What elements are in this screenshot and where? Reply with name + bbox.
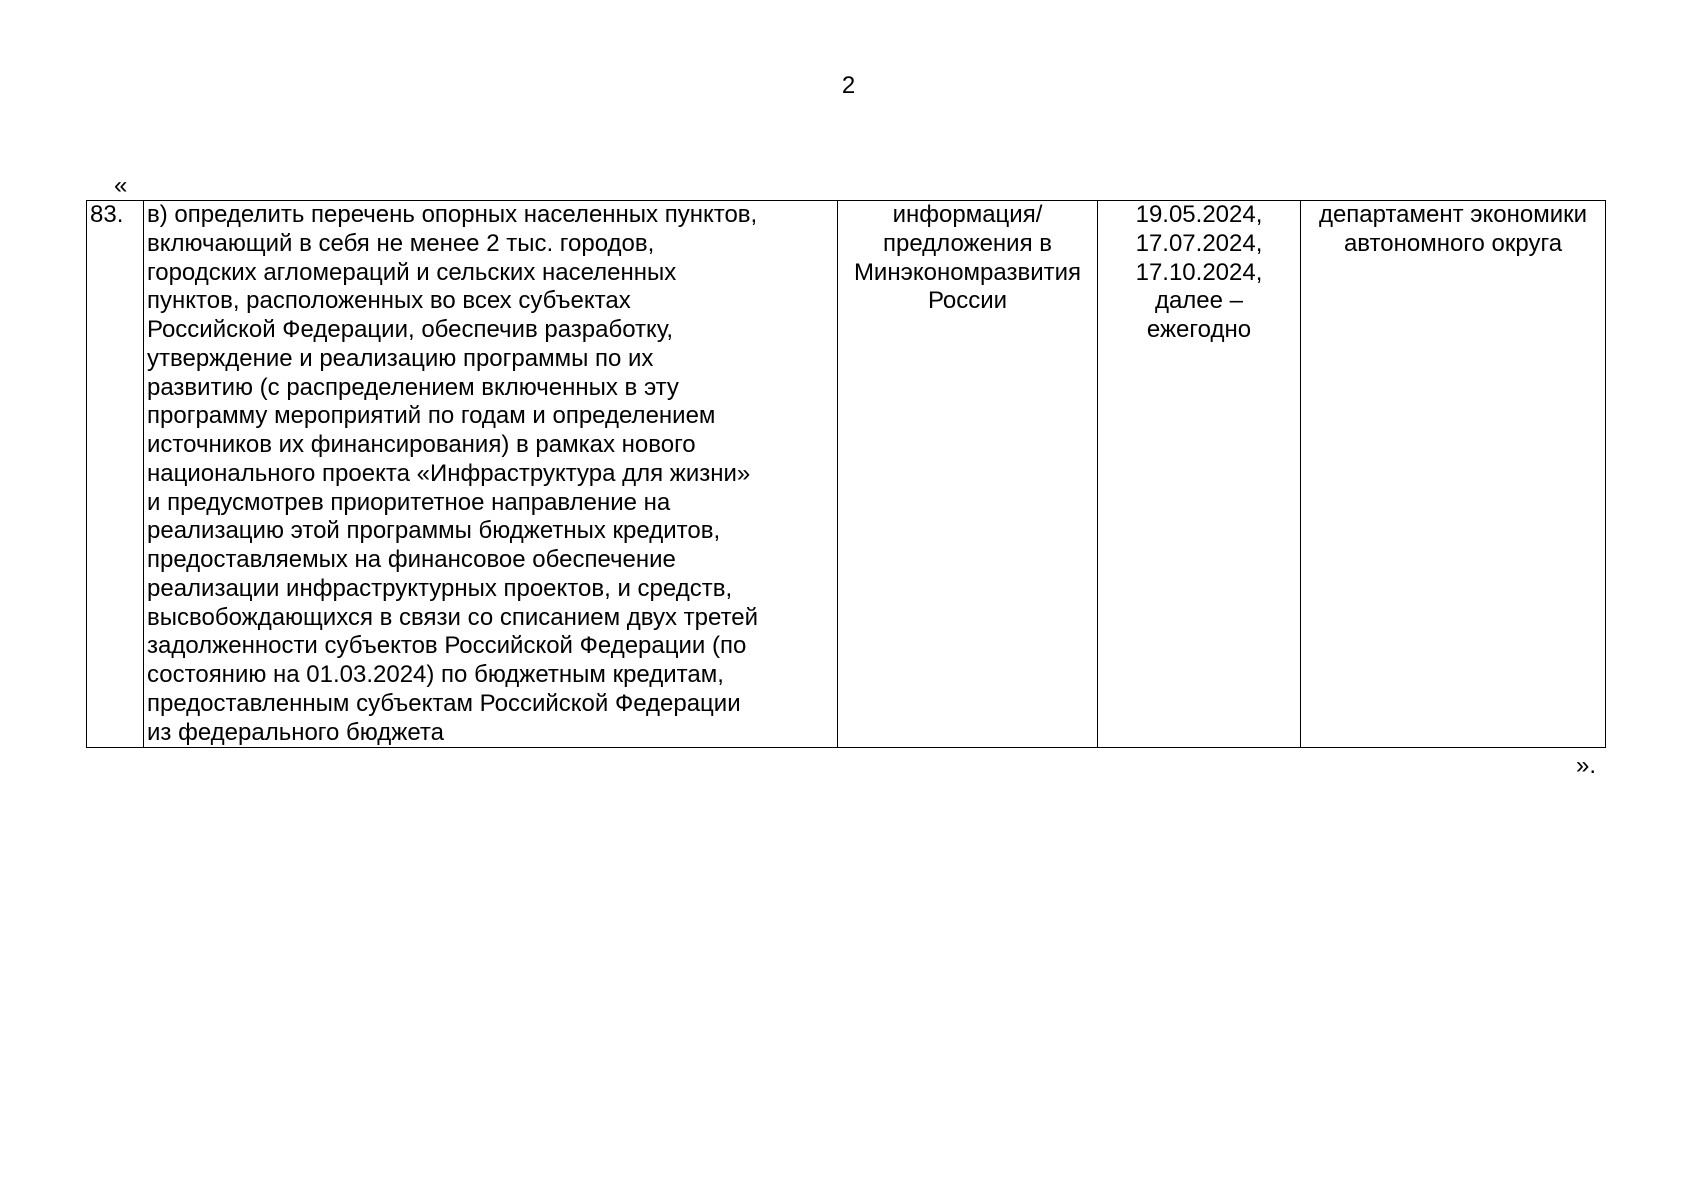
deadline-line: далее – xyxy=(1154,287,1244,315)
report-form-cell xyxy=(838,201,1098,748)
deadline-line: 17.10.2024, xyxy=(1135,258,1263,286)
measure-text-line: развитию (с распределением включенных в эту xyxy=(147,373,679,401)
opening-quote-mark: « xyxy=(114,172,128,199)
measure-text-line: из федерального бюджета xyxy=(147,718,444,746)
measure-text-line: в) определить перечень опорных населенных пунктов, xyxy=(147,201,758,228)
report-form-line: предложения в xyxy=(883,229,1052,257)
measure-text-line: предоставляемых на финансовое обеспечение xyxy=(147,546,676,573)
measure-text-line: реализации инфраструктурных проектов, и средств, xyxy=(147,574,733,602)
measure-text-line: включающий в себя не менее 2 тыс. городов, xyxy=(147,229,655,257)
responsible-cell xyxy=(1301,201,1606,748)
measures-table xyxy=(86,200,1606,748)
report-form-line: информация/ xyxy=(892,201,1043,228)
measure-text-line: и предусмотрев приоритетное направление на xyxy=(147,488,671,516)
deadline-line: ежегодно xyxy=(1146,316,1252,343)
deadline-cell xyxy=(1098,201,1301,748)
measure-text-line: состоянию на 01.03.2024) по бюджетным кредитам, xyxy=(147,661,724,688)
closing-quote-mark: ». xyxy=(1576,752,1597,779)
measure-text-line: реализацию этой программы бюджетных кредитов, xyxy=(147,517,721,545)
measure-text-line: предоставленным субъектам Российской Федерации xyxy=(147,689,741,717)
deadline-line: 17.07.2024, xyxy=(1135,229,1263,257)
table-row xyxy=(87,201,1606,748)
measure-text-line: высвобождающихся в связи со списанием двух третей xyxy=(147,603,759,631)
measure-text-line: Российской Федерации, обеспечив разработку, xyxy=(147,316,674,343)
measure-text-line: задолженности субъектов Российской Федерации (по xyxy=(147,632,747,660)
page-number: 2 xyxy=(841,72,856,99)
measure-text-line: пунктов, расположенных во всех субъектах xyxy=(147,287,631,315)
measure-text-cell xyxy=(144,201,838,748)
measure-text-line: городских агломераций и сельских населенных xyxy=(147,258,677,286)
row-number-cell xyxy=(87,201,144,748)
report-form-line: Минэкономразвития xyxy=(853,258,1082,286)
responsible-line: автономного округа xyxy=(1343,229,1563,257)
measure-text-line: национального проекта «Инфраструктура для жизни» xyxy=(147,459,751,487)
row-number: 83. xyxy=(90,201,124,228)
deadline-line: 19.05.2024, xyxy=(1135,201,1263,228)
measure-text-line: утверждение и реализацию программы по их xyxy=(147,344,654,372)
report-form-line: России xyxy=(927,287,1008,315)
measure-text-line: программу мероприятий по годам и определением xyxy=(147,402,716,430)
responsible-line: департамент экономики xyxy=(1318,201,1588,228)
measure-text-line: источников их финансирования) в рамках нового xyxy=(147,431,696,458)
